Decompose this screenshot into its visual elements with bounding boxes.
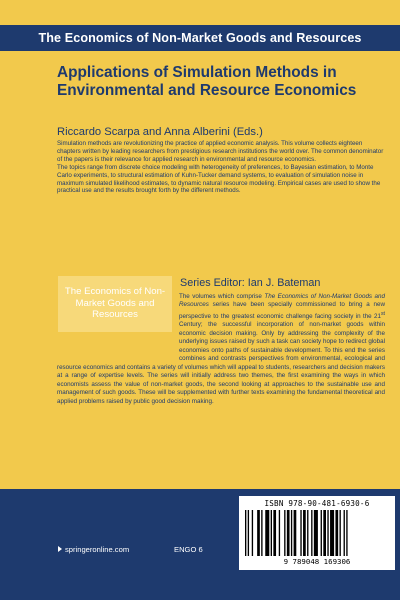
barcode-bar bbox=[257, 510, 260, 556]
series-logo-text: The Economics of Non-Market Goods and Resources bbox=[64, 286, 166, 321]
abstract-paragraph: The topics range from discrete choice modeling with heterogeneity of preferences, to Bayesian estimation, to Monte Carlo experiments, to structural estimation of Kuhn-Tucker demand systems, to evaluation of simulation noise in maximum simulated likelihood estimates, to dynamic natural resource modeling. Empirical cases are used to show the practical use and the results brought forth by the different methods. bbox=[57, 163, 381, 195]
barcode-bar bbox=[248, 510, 249, 556]
barcode-bar bbox=[279, 510, 280, 556]
text-wrap-spacer bbox=[57, 293, 179, 356]
arrow-right-icon bbox=[58, 546, 62, 552]
series-title: The Economics of Non-Market Goods and Resources bbox=[38, 31, 362, 45]
series-editor: Series Editor: Ian J. Bateman bbox=[180, 277, 321, 289]
series-desc-part3: Century; the successful incorporation of non-market goods within economic decision making. Only by addressing the complexity of the underlying issues raised by such a task can society hope to redirect global economies onto paths of sustainable development. To this end the series combines and contrasts perspectives from environmental, ecological and resource economics and contains a variety of volumes which will appeal to students, researchers and decision makers at a range of expertise levels. The series will initially address two themes, the first examining the ways in which economists assess the value of non-market goods, the second looking at approaches to the sustainable use and management of such goods. These will be supplemented with further texts examining the fundamental theoretical and applied problems raised by public good decision making. bbox=[57, 321, 385, 405]
barcode-bar bbox=[344, 510, 345, 556]
barcode-bar bbox=[335, 510, 338, 556]
springer-link-label: springeronline.com bbox=[65, 545, 130, 554]
barcode-bar bbox=[284, 510, 285, 556]
series-description bbox=[57, 293, 385, 406]
isbn-label: ISBN 978-90-481-6930-6 bbox=[264, 499, 370, 508]
barcode-bar bbox=[323, 510, 326, 556]
series-desc-italic: The Economics of Non-Market Goods and Resources bbox=[179, 293, 385, 309]
book-abstract bbox=[57, 140, 385, 195]
barcode-bar bbox=[330, 510, 334, 556]
barcode-bar bbox=[327, 510, 328, 556]
barcode-bar bbox=[314, 510, 318, 556]
barcode-bar bbox=[287, 510, 290, 556]
barcode-bar bbox=[311, 510, 312, 556]
barcode-bar bbox=[300, 510, 301, 556]
barcode-bar bbox=[261, 510, 262, 556]
barcode-bar bbox=[346, 510, 347, 556]
barcode-bar bbox=[245, 510, 246, 556]
barcode-image bbox=[245, 510, 389, 556]
barcode-bar bbox=[321, 510, 322, 556]
barcode-bar bbox=[303, 510, 306, 556]
barcode-bar bbox=[340, 510, 341, 556]
barcode-bar bbox=[291, 510, 292, 556]
series-desc-superscript: st bbox=[380, 310, 385, 317]
barcode-digits: 9 789048 169306 bbox=[283, 557, 351, 566]
series-code: ENGO 6 bbox=[174, 545, 203, 554]
springer-link[interactable] bbox=[58, 545, 129, 555]
barcode-bar bbox=[294, 510, 297, 556]
barcode-bar bbox=[307, 510, 308, 556]
book-editors: Riccardo Scarpa and Anna Alberini (Eds.) bbox=[57, 126, 263, 138]
barcode-bar bbox=[271, 510, 272, 556]
barcode-box bbox=[239, 496, 395, 570]
series-desc-part2: series have been specially commissioned to bring a new perspective to the greatest economic challenge facing society in the 21 bbox=[179, 301, 385, 320]
barcode-bar bbox=[252, 510, 253, 556]
series-desc-part1: The volumes which comprise bbox=[179, 293, 265, 300]
abstract-paragraph: Simulation methods are revolutionizing the practice of applied economic analysis. This volume collects eighteen chapters written by leading researchers from prestigious research institutions the world over. The common denominator of the papers is their relevance for applied research in environmental and resource economics. bbox=[57, 140, 384, 163]
barcode-bar bbox=[265, 510, 269, 556]
book-title: Applications of Simulation Methods in Environmental and Resource Economics bbox=[57, 64, 357, 99]
barcode-bar bbox=[273, 510, 276, 556]
